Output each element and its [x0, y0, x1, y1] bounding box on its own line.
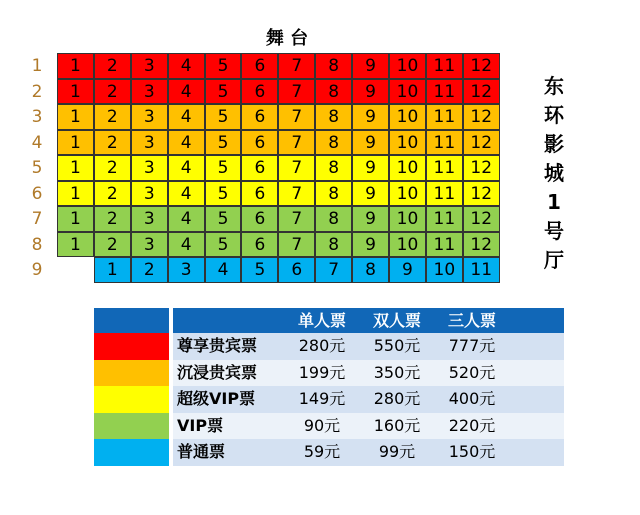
- seat-row: [57, 130, 500, 156]
- header-triple: 三人票: [432, 308, 512, 333]
- seat[interactable]: 6: [241, 104, 278, 130]
- seat[interactable]: 6: [241, 155, 278, 181]
- seat[interactable]: 3: [131, 104, 168, 130]
- seat[interactable]: 6: [241, 79, 278, 105]
- price-double: 550元: [362, 333, 432, 360]
- seat[interactable]: 2: [94, 155, 131, 181]
- seat[interactable]: 1: [57, 181, 94, 207]
- stage-text: 舞 台: [265, 28, 309, 49]
- seat[interactable]: 5: [205, 206, 242, 232]
- seat[interactable]: 12: [463, 53, 500, 79]
- price-double: 99元: [362, 439, 432, 466]
- seat[interactable]: 2: [94, 181, 131, 207]
- seat-row: [57, 104, 500, 130]
- seat[interactable]: 4: [168, 130, 205, 156]
- seat[interactable]: 10: [389, 53, 426, 79]
- row-label: 1: [31, 56, 43, 76]
- seat[interactable]: 5: [205, 104, 242, 130]
- price-table: [94, 308, 564, 466]
- row-label: 8: [31, 234, 43, 255]
- price-single: 59元: [282, 439, 362, 466]
- seat[interactable]: 1: [94, 257, 131, 283]
- seat[interactable]: 3: [131, 53, 168, 79]
- seat[interactable]: 3: [131, 155, 168, 181]
- seat[interactable]: 10: [389, 232, 426, 258]
- seat[interactable]: 4: [168, 104, 205, 130]
- row-label: 3: [31, 107, 43, 127]
- seat[interactable]: 2: [94, 53, 131, 79]
- row-labels: [24, 54, 50, 284]
- seat[interactable]: 2: [131, 257, 168, 283]
- hall-title-char: 城: [544, 161, 564, 185]
- row-label: 4: [31, 132, 43, 153]
- seat[interactable]: 10: [389, 130, 426, 156]
- seat[interactable]: 4: [168, 155, 205, 181]
- seat[interactable]: 11: [426, 181, 463, 207]
- seat[interactable]: 3: [131, 206, 168, 232]
- seat[interactable]: 5: [205, 181, 242, 207]
- seat[interactable]: 4: [168, 53, 205, 79]
- price-row: [94, 439, 564, 466]
- price-row: [94, 333, 564, 360]
- seat[interactable]: 8: [315, 104, 352, 130]
- seat-row: [57, 257, 500, 283]
- seat[interactable]: 5: [205, 232, 242, 258]
- seat[interactable]: 12: [463, 130, 500, 156]
- seat[interactable]: 6: [241, 181, 278, 207]
- seat[interactable]: 2: [94, 206, 131, 232]
- seat[interactable]: 1: [57, 232, 94, 258]
- header-single: 单人票: [282, 308, 362, 333]
- seat-row: [57, 232, 500, 258]
- tier-name: 普通票: [173, 439, 282, 466]
- seat[interactable]: 4: [168, 232, 205, 258]
- seat[interactable]: 9: [352, 130, 389, 156]
- seat[interactable]: 6: [241, 130, 278, 156]
- seat-map: [57, 53, 500, 283]
- seat[interactable]: 7: [278, 130, 315, 156]
- seat[interactable]: 12: [463, 155, 500, 181]
- seat[interactable]: 3: [131, 130, 168, 156]
- hall-title-char: 厅: [544, 248, 564, 272]
- seat[interactable]: 10: [389, 79, 426, 105]
- seat-row: [57, 206, 500, 232]
- tier-color-swatch: [94, 333, 169, 360]
- seat[interactable]: 8: [315, 232, 352, 258]
- seat[interactable]: 1: [57, 53, 94, 79]
- seat[interactable]: 9: [352, 206, 389, 232]
- seat[interactable]: 1: [57, 104, 94, 130]
- seat[interactable]: 6: [241, 206, 278, 232]
- seat[interactable]: 11: [426, 104, 463, 130]
- seat[interactable]: 8: [315, 53, 352, 79]
- hall-title-char: 影: [544, 132, 564, 156]
- seat[interactable]: 11: [426, 130, 463, 156]
- price-single: 280元: [282, 333, 362, 360]
- price-row: [94, 413, 564, 440]
- seat[interactable]: 7: [278, 155, 315, 181]
- seat[interactable]: 8: [315, 79, 352, 105]
- price-double: 160元: [362, 413, 432, 440]
- seat[interactable]: 1: [57, 130, 94, 156]
- seat[interactable]: 3: [131, 181, 168, 207]
- seat[interactable]: 12: [463, 79, 500, 105]
- seat[interactable]: 7: [315, 257, 352, 283]
- seat[interactable]: 2: [94, 130, 131, 156]
- hall-title: [541, 72, 567, 275]
- price-table-body: [94, 333, 564, 466]
- seat[interactable]: 7: [278, 53, 315, 79]
- seat[interactable]: 4: [168, 181, 205, 207]
- seat[interactable]: 3: [168, 257, 205, 283]
- seat[interactable]: 9: [352, 104, 389, 130]
- price-triple: 400元: [432, 386, 512, 413]
- seat-row: [57, 53, 500, 79]
- tier-name: 尊享贵宾票: [173, 333, 282, 360]
- seat-row: [57, 181, 500, 207]
- price-triple: 220元: [432, 413, 512, 440]
- seat[interactable]: 4: [168, 79, 205, 105]
- seat[interactable]: 2: [94, 79, 131, 105]
- tier-name: 沉浸贵宾票: [173, 360, 282, 387]
- seat[interactable]: 10: [426, 257, 463, 283]
- seat[interactable]: 11: [426, 53, 463, 79]
- seat[interactable]: 11: [426, 206, 463, 232]
- tier-color-swatch: [94, 439, 169, 466]
- seat[interactable]: 11: [463, 257, 500, 283]
- row-label: 9: [31, 260, 43, 280]
- seat[interactable]: 5: [205, 155, 242, 181]
- seat[interactable]: 10: [389, 206, 426, 232]
- seat[interactable]: 12: [463, 181, 500, 207]
- price-triple: 777元: [432, 333, 512, 360]
- seat[interactable]: 11: [426, 155, 463, 181]
- hall-title-char: 环: [544, 103, 564, 127]
- seat[interactable]: 4: [168, 206, 205, 232]
- seat[interactable]: 5: [205, 53, 242, 79]
- price-table-header: [94, 308, 564, 333]
- seat[interactable]: 6: [241, 232, 278, 258]
- seat[interactable]: 8: [315, 181, 352, 207]
- price-single: 149元: [282, 386, 362, 413]
- seat[interactable]: 2: [94, 232, 131, 258]
- seat[interactable]: 10: [389, 181, 426, 207]
- seat[interactable]: 9: [389, 257, 426, 283]
- price-row: [94, 386, 564, 413]
- seat[interactable]: 12: [463, 206, 500, 232]
- seat[interactable]: 5: [205, 79, 242, 105]
- seat[interactable]: 4: [205, 257, 242, 283]
- seat[interactable]: 5: [241, 257, 278, 283]
- seat[interactable]: 9: [352, 232, 389, 258]
- seat[interactable]: 7: [278, 206, 315, 232]
- price-single: 90元: [282, 413, 362, 440]
- seat[interactable]: 8: [315, 155, 352, 181]
- seat[interactable]: 7: [278, 79, 315, 105]
- price-triple: 150元: [432, 439, 512, 466]
- tier-color-swatch: [94, 386, 169, 413]
- row-label: 7: [31, 209, 43, 229]
- seat[interactable]: 1: [57, 79, 94, 105]
- tier-color-swatch: [94, 413, 169, 440]
- seat[interactable]: 9: [352, 79, 389, 105]
- seat[interactable]: 5: [205, 130, 242, 156]
- hall-title-char: 1: [547, 190, 561, 214]
- seat[interactable]: 8: [315, 206, 352, 232]
- header-tier-cell: [173, 308, 282, 333]
- seat[interactable]: 1: [57, 155, 94, 181]
- seat[interactable]: 2: [94, 104, 131, 130]
- seat-row: [57, 79, 500, 105]
- stage-label: [0, 25, 640, 53]
- price-double: 280元: [362, 386, 432, 413]
- hall-title-char: 东: [544, 74, 564, 98]
- seat[interactable]: 7: [278, 104, 315, 130]
- tier-name: VIP票: [173, 413, 282, 440]
- seat[interactable]: 12: [463, 104, 500, 130]
- seat[interactable]: 10: [389, 155, 426, 181]
- seat[interactable]: 11: [426, 232, 463, 258]
- seat[interactable]: 7: [278, 232, 315, 258]
- price-row: [94, 360, 564, 387]
- seat[interactable]: 8: [315, 130, 352, 156]
- seat[interactable]: 3: [131, 232, 168, 258]
- seat[interactable]: 7: [278, 181, 315, 207]
- price-double: 350元: [362, 360, 432, 387]
- seat-row: [57, 155, 500, 181]
- seat[interactable]: 9: [352, 155, 389, 181]
- row-label: 5: [31, 158, 43, 178]
- price-single: 199元: [282, 360, 362, 387]
- row-label: 2: [31, 81, 43, 102]
- seat[interactable]: 9: [352, 53, 389, 79]
- tier-color-swatch: [94, 360, 169, 387]
- seat[interactable]: 8: [352, 257, 389, 283]
- seat[interactable]: 10: [389, 104, 426, 130]
- seat[interactable]: 6: [241, 53, 278, 79]
- seat[interactable]: 12: [463, 232, 500, 258]
- header-swatch: [94, 308, 169, 333]
- seat[interactable]: 6: [278, 257, 315, 283]
- seat[interactable]: 11: [426, 79, 463, 105]
- tier-name: 超级VIP票: [173, 386, 282, 413]
- header-double: 双人票: [362, 308, 432, 333]
- seat[interactable]: 9: [352, 181, 389, 207]
- hall-title-char: 号: [544, 219, 564, 243]
- price-triple: 520元: [432, 360, 512, 387]
- seat[interactable]: 3: [131, 79, 168, 105]
- row-label: 6: [31, 183, 43, 204]
- seat[interactable]: 1: [57, 206, 94, 232]
